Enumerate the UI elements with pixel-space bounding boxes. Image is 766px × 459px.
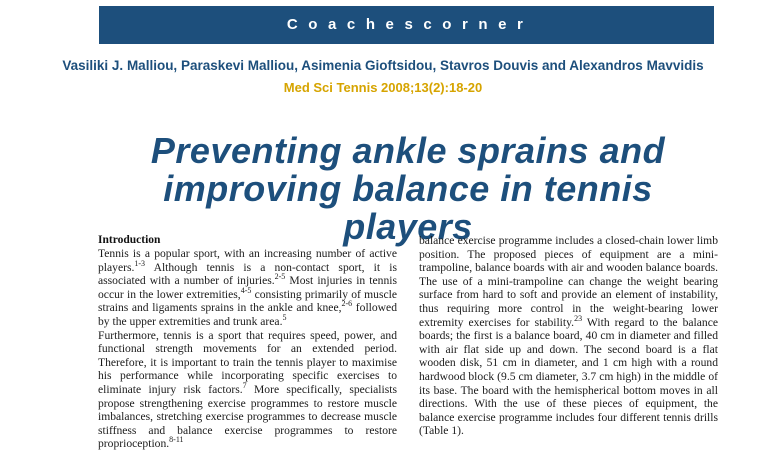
citation-marker: 23 [574,313,583,323]
paragraph-intro-2 [98,329,397,451]
citation-marker: 5 [282,313,287,323]
text-run: Although tennis is a non-contact sport, it is associated with a number of injuries. [98,260,397,288]
left-column [98,234,397,459]
page-title: Preventing ankle sprains and improving balance in tennis players [150,130,666,248]
text-run: followed by the upper extremities and trunk area. [98,301,397,328]
journal-citation: Med Sci Tennis 2008;13(2):18-20 [283,80,483,95]
banner-label: C o a c h e s c o r n e r [286,16,527,33]
body-columns [98,234,718,459]
citation-marker: 2-6 [341,299,353,309]
coaches-corner-banner [99,6,714,44]
citation-marker: 1-3 [134,258,146,268]
citation-marker: 2-5 [274,272,286,282]
citation-marker: 7 [242,381,247,391]
author-list: Vasiliki J. Malliou, Paraskevi Malliou, Asimenia Gioftsidou, Stavros Douvis and Alexandros Mavvidis [62,58,704,73]
text-run: With regard to the balance boards; the first is a balance board, 40 cm in diameter and filled with air flat side up and down. The second board is a flat wooden disk, 51 cm in diameter, and 1 cm high with a round hardwood block (9.5 cm diameter, 3.7 cm high) in the middle of its base. The board with the hemispherical bottom moves in all directions. With the use of these pieces of equipment, the balance exercise programme includes four different tennis drills (Table 1). [419,315,718,438]
section-heading-introduction: Introduction [98,234,161,246]
text-run: Tennis is a popular sport, with an increasing number of active players. [98,247,397,274]
text-run: balance exercise programme includes a closed-chain lower limb position. The proposed pieces of equipment are a mini-trampoline, balance boards with air and wooden balance boards. The use of a mini-trampoline can change the weight bearing surface from hard to soft and provide an element of instability, thus requiring more control in the weight-bearing lower extremity exercises for stability. [419,234,718,329]
citation-marker: 4-5 [240,285,252,295]
right-column [419,234,718,459]
paragraph-intro-1 [98,247,397,329]
text-run: More specifically, specialists propose strengthening exercise programmes to restore muscle imbalances, stretching exercise programmes to decrease muscle stiffness and balance exercise programmes to restore proprioception. [98,382,397,451]
paragraph-balance-programme [419,234,718,438]
citation-marker: 8-11 [169,435,184,445]
text-run: Furthermore, tennis is a sport that requires speed, power, and functional strength movements for an extended period. Therefore, it is important to train the tennis player to maximise his performance while incorporating specific exercises to eliminate injury risk factors. [98,328,397,396]
text-run: Most injuries in tennis occur in the lower extremities, [98,274,397,301]
text-run: consisting primarily of muscle strains and ligaments sprains in the ankle and knee, [98,287,397,315]
